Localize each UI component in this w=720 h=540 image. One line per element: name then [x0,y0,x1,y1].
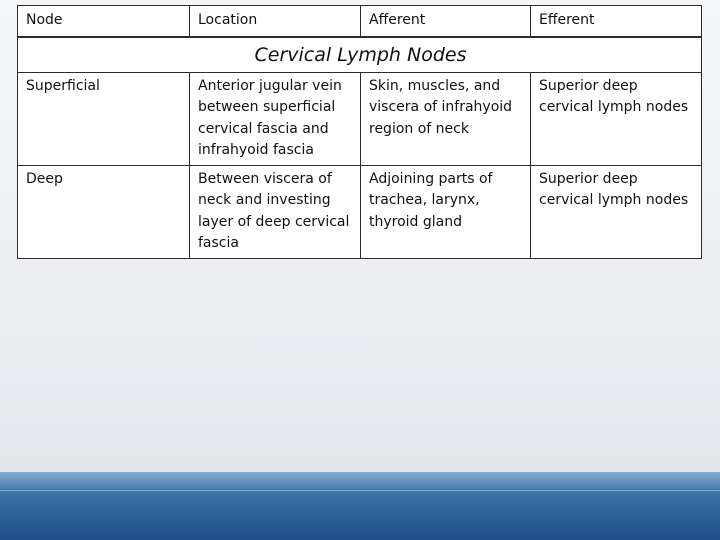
cell-node: Deep [18,165,190,258]
cell-efferent: Superior deep cervical lymph nodes [531,165,702,258]
cell-afferent: Skin, muscles, and viscera of infrahyoid region of neck [361,72,531,165]
lymph-node-table [17,5,702,259]
cell-location: Between viscera of neck and investing layer of deep cervical fascia [190,165,361,258]
cell-location: Anterior jugular vein between superficial cervical fascia and infrahyoid fascia [190,72,361,165]
cell-efferent: Superior deep cervical lymph nodes [531,72,702,165]
header-location: Location [190,6,361,37]
table-row [18,72,702,165]
header-node: Node [18,6,190,37]
header-afferent: Afferent [361,6,531,37]
footer-band [0,472,720,540]
section-title: Cervical Lymph Nodes [18,37,702,73]
table-row [18,165,702,258]
header-row [18,6,702,37]
header-efferent: Efferent [531,6,702,37]
cell-afferent: Adjoining parts of trachea, larynx, thyroid gland [361,165,531,258]
section-title-row [18,37,702,73]
cell-node: Superficial [18,72,190,165]
